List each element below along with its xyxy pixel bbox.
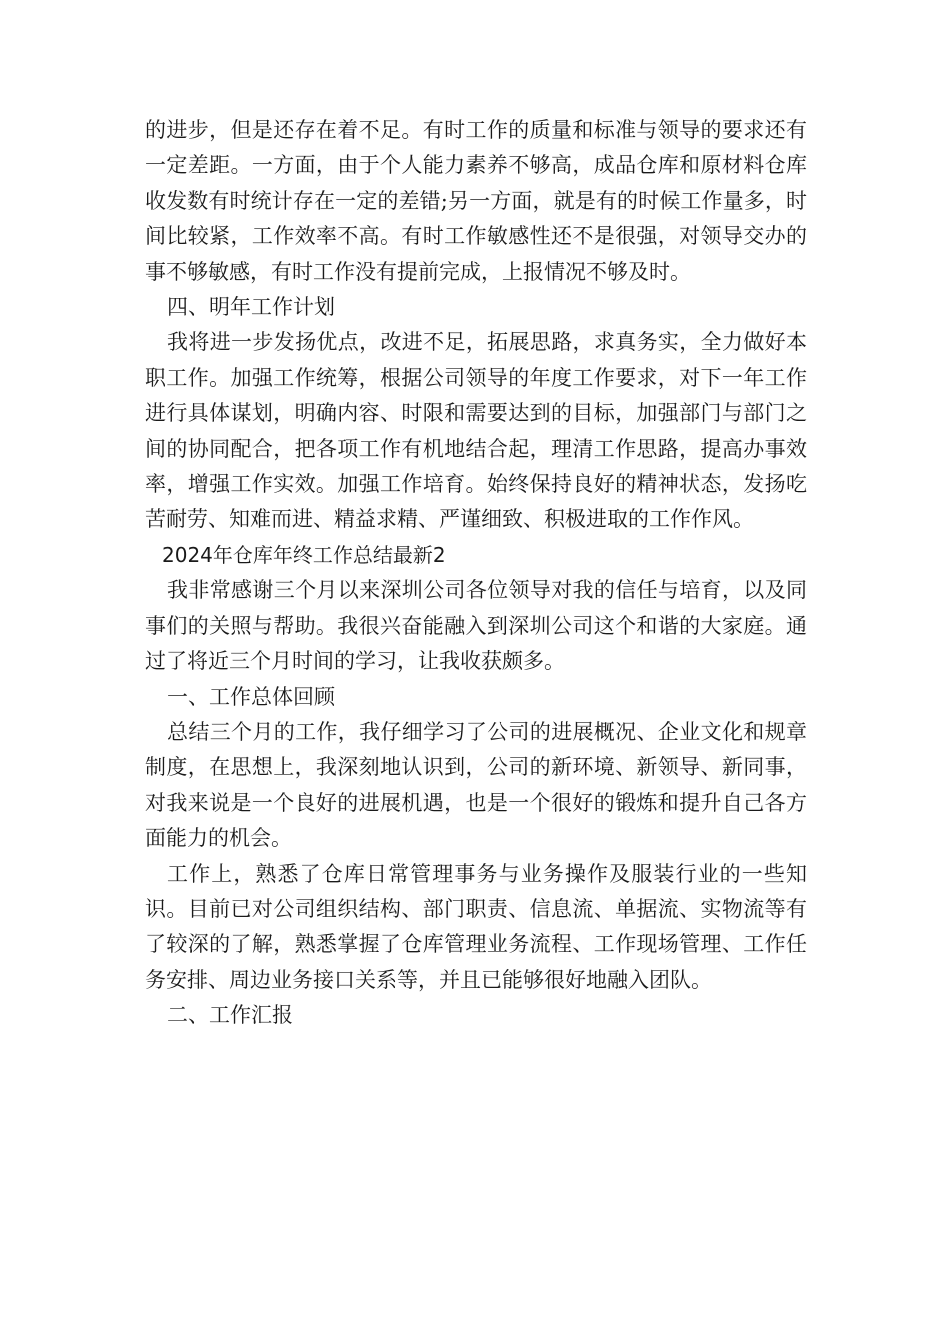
section-heading-next-year-plan: 四、明年工作计划 (167, 295, 335, 320)
paragraph-plan: 我将进一步发扬优点，改进不足，拓展思路，求真务实，全力做好本职工作。加强工作统筹，根据公司领导的年度工作要求，对下一年工作进行具体谋划，明确内容、时限和需要达到的目标，加强部门与部门之间的协同配合，把各项工作有机地结合起，理清工作思路，提高办事效率，增强工作实效。加强工作培育。始终保持良好的精神状态，发扬吃苦耐劳、知难而进、精益求精、严谨细致、积极进取的工作作风。 (145, 330, 807, 532)
section-heading-report: 二、工作汇报 (167, 1003, 293, 1028)
section-heading-overview: 一、工作总体回顾 (167, 684, 335, 709)
paragraph-work: 工作上，熟悉了仓库日常管理事务与业务操作及服装行业的一些知识。目前已对公司组织结构、部门职责、信息流、单据流、实物流等有了较深的了解，熟悉掌握了仓库管理业务流程、工作现场管理、工作任务安排、周边业务接口关系等，并且已能够很好地融入团队。 (145, 861, 807, 992)
paragraph-summary: 总结三个月的工作，我仔细学习了公司的进展概况、企业文化和规章制度，在思想上，我深刻地认识到，公司的新环境、新领导、新同事，对我来说是一个良好的进展机遇，也是一个很好的锻炼和提升自己各方面能力的机会。 (145, 719, 807, 851)
document-page (145, 113, 807, 1034)
paragraph-shortcomings: 的进步，但是还存在着不足。有时工作的质量和标准与领导的要求还有一定差距。一方面，由于个人能力素养不够高，成品仓库和原材料仓库收发数有时统计存在一定的差错;另一方面，就是有的时候工作量多，时间比较紧，工作效率不高。有时工作敏感性还不是很强，对领导交办的事不够敏感，有时工作没有提前完成，上报情况不够及时。 (145, 118, 807, 284)
paragraph-thanks: 我非常感谢三个月以来深圳公司各位领导对我的信任与培育，以及同事们的关照与帮助。我很兴奋能融入到深圳公司这个和谐的大家庭。通过了将近三个月时间的学习，让我收获颇多。 (145, 578, 807, 674)
document-title: 2024年仓库年终工作总结最新2 (162, 542, 446, 567)
